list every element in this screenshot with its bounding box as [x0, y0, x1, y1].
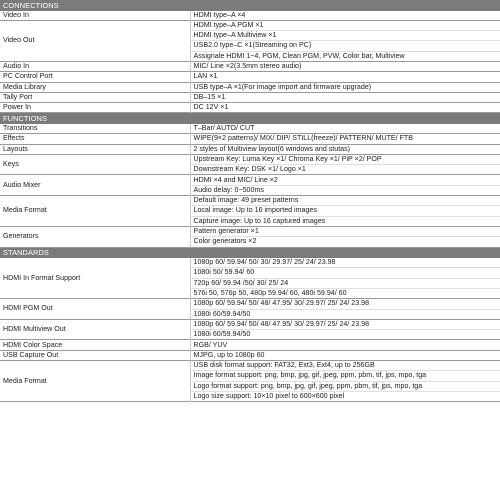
section-header [0, 113, 500, 124]
spec-line [0, 72, 500, 82]
spec-row [0, 20, 500, 61]
spec-value: USB type–A ×1(For image import and firmware upgrade) [193, 82, 372, 91]
spec-row [0, 226, 500, 247]
spec-label: Video In [0, 11, 190, 21]
spec-line [0, 11, 500, 21]
spec-value: Audio delay: 0~500ms [193, 185, 264, 194]
spec-value: Upstream Key: Luma Key ×1/ Chroma Key ×1/ PiP ×2/ POP [190, 154, 500, 164]
spec-row [0, 82, 500, 92]
spec-line [0, 196, 500, 206]
spec-value: Local image: Up to 16 imported images [190, 206, 500, 216]
spec-value: USB disk format support: FAT32, Ext3, Ext4, up to 256GB [190, 361, 500, 371]
spec-row [0, 134, 500, 144]
spec-line [0, 20, 500, 30]
spec-line [0, 124, 500, 134]
spec-label: Media Format [0, 196, 190, 227]
spec-value: 1080p 60/ 59.94/ 50/ 30/ 29.97/ 25/ 24/ 23.98 [190, 258, 500, 268]
spec-label: Video Out [0, 20, 190, 61]
spec-line [0, 154, 500, 164]
spec-row [0, 61, 500, 71]
spec-value: Assignale HDMI 1~4, PGM, Clean PGM, PVW, Color bar, Multiview [193, 51, 405, 60]
spec-label: Media Format [0, 361, 190, 402]
spec-value: Default image: 49 preset patterns [190, 196, 500, 206]
spec-row [0, 124, 500, 134]
spec-line [0, 350, 500, 360]
spec-value: WIPE(9×2 patterns)/ MIX/ DIP/ STILL(freeze)/ PATTERN/ MUTE/ FTB [193, 134, 413, 143]
spec-value: LAN ×1 [193, 72, 218, 81]
spec-value: 1080p 60/ 59.94/ 50/ 48/ 47.95/ 30/ 29.97/ 25/ 24/ 23.98 [190, 299, 500, 309]
spec-row [0, 144, 500, 154]
spec-row [0, 11, 500, 21]
spec-value: 1080p 60/ 59.94/ 50/ 48/ 47.95/ 30/ 29.97/ 25/ 24/ 23.98 [190, 319, 500, 329]
spec-row [0, 340, 500, 350]
spec-row [0, 92, 500, 102]
spec-value: HDMI type–A ×4 [193, 10, 246, 19]
section-title: FUNCTIONS [0, 113, 500, 124]
section-header [0, 247, 500, 258]
spec-label: Audio In [0, 61, 190, 71]
spec-line [0, 134, 500, 144]
section-header [0, 0, 500, 11]
spec-line [0, 103, 500, 113]
spec-line [0, 299, 500, 309]
section-functions [0, 113, 500, 124]
spec-label: HDMI PGM Out [0, 299, 190, 320]
spec-label: PC Control Port [0, 72, 190, 82]
spec-row [0, 350, 500, 360]
spec-label: Effects [0, 134, 190, 144]
spec-row [0, 299, 500, 320]
spec-value: Logo format support: png, bmp, jpg, gif, jpeg, ppm, pbm, tif, jps, mpo, tga [190, 381, 500, 391]
spec-line [0, 226, 500, 236]
section-standards [0, 247, 500, 258]
spec-value: Image format support: png, bmp, jpg, gif, jpeg, ppm, pbm, tif, jps, mpo, tga [190, 371, 500, 381]
spec-value: Pattern generator ×1 [190, 226, 500, 236]
spec-line [0, 258, 500, 268]
section-connections [0, 0, 500, 11]
spec-value: DB–15 ×1 [193, 92, 226, 101]
spec-label: USB Capture Out [0, 350, 190, 360]
spec-value: MJPG, up to 1080p 60 [193, 350, 265, 359]
spec-label: HDMI In Format Support [0, 258, 190, 299]
spec-value: 1080i 60/59.94/50 [193, 309, 251, 318]
spec-value: 720p 60/ 59.94 /50/ 30/ 25/ 24 [190, 278, 500, 288]
spec-label: Generators [0, 226, 190, 247]
spec-row [0, 258, 500, 299]
spec-row [0, 175, 500, 196]
spec-line [0, 175, 500, 185]
spec-value: RGB/ YUV [193, 340, 228, 349]
spec-label: Layouts [0, 144, 190, 154]
spec-label: Power In [0, 103, 190, 113]
spec-value: 1080i 50/ 59.94/ 60 [190, 268, 500, 278]
spec-value: HDMI ×4 and MIC/ Line ×2 [190, 175, 500, 185]
spec-row [0, 361, 500, 402]
spec-label: Audio Mixer [0, 175, 190, 196]
spec-value: 2 styles of Multiview layout(6 windows and stutas) [193, 144, 351, 153]
spec-row [0, 196, 500, 227]
spec-row [0, 154, 500, 175]
spec-line [0, 144, 500, 154]
spec-value: T–Bar/ AUTO/ CUT [193, 124, 255, 133]
spec-line [0, 361, 500, 371]
section-title: CONNECTIONS [0, 0, 500, 11]
spec-row [0, 103, 500, 113]
spec-label: HDMI Color Space [0, 340, 190, 350]
spec-value: 1080i 60/59.94/50 [193, 330, 251, 339]
spec-value: USB2.0 type–C ×1(Streaming on PC) [190, 41, 500, 51]
spec-line [0, 92, 500, 102]
spec-label: Transitions [0, 124, 190, 134]
spec-value: Capture image: Up to 16 captured images [193, 216, 326, 225]
spec-line [0, 340, 500, 350]
spec-row [0, 319, 500, 340]
spec-line [0, 61, 500, 71]
spec-value: DC 12V ×1 [193, 103, 229, 112]
section-title: STANDARDS [0, 247, 500, 258]
spec-label: Tally Port [0, 92, 190, 102]
spec-value: Color generators ×2 [193, 237, 257, 246]
spec-value: MIC/ Line ×2(3.5mm stereo audio) [193, 62, 302, 71]
spec-line [0, 82, 500, 92]
spec-value: 576i 50, 576p 50, 480p 59.94/ 60, 480i 59.94/ 60 [193, 289, 347, 298]
spec-value: HDMI type–A PGM ×1 [190, 20, 500, 30]
spec-line [0, 319, 500, 329]
spec-label: Media Library [0, 82, 190, 92]
spec-value: Downstream Key: DSK ×1/ Logo ×1 [193, 165, 306, 174]
spec-value: Logo size support: 10×10 pixel to 600×600 pixel [193, 391, 345, 400]
spec-value: HDMI type–A Multiview ×1 [190, 31, 500, 41]
spec-row [0, 72, 500, 82]
spec-label: HDMI Multiview Out [0, 319, 190, 340]
spec-label: Keys [0, 154, 190, 175]
